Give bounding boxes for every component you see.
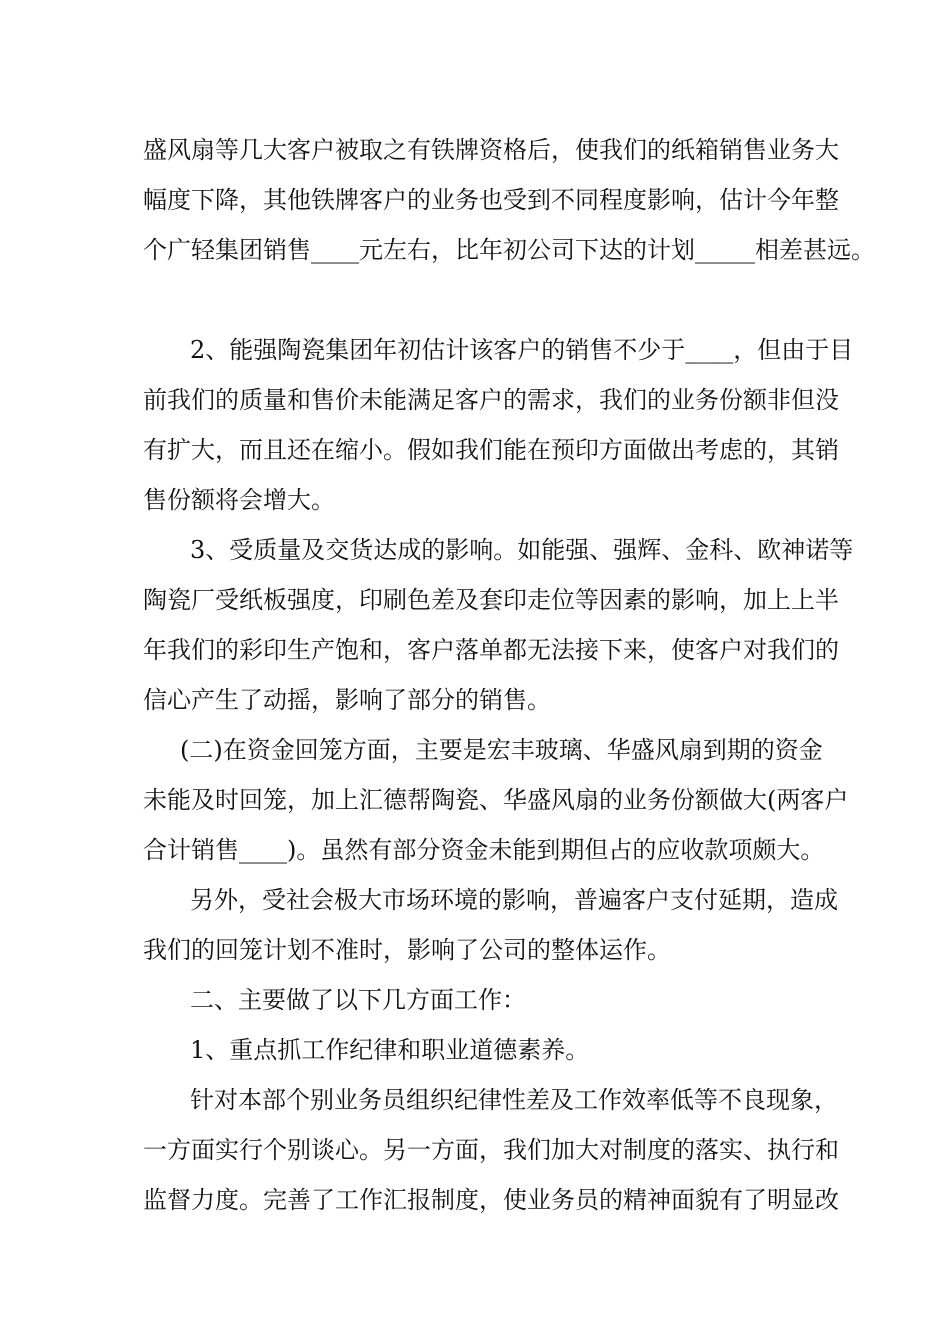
text-line: 未能及时回笼，加上汇德帮陶瓷、华盛风扇的业务份额做大(两客户 xyxy=(143,786,849,814)
text-line: 前我们的质量和售价未能满足客户的需求，我们的业务份额非但没 xyxy=(143,386,839,414)
subsection-heading: 1、重点抓工作纪律和职业道德素养。 xyxy=(190,1036,590,1064)
text-line: 我们的回笼计划不准时，影响了公司的整体运作。 xyxy=(143,936,671,964)
text-line: 针对本部个别业务员组织纪律性差及工作效率低等不良现象， xyxy=(190,1086,838,1114)
section-heading: 二、主要做了以下几方面工作： xyxy=(190,986,526,1014)
text-line: 3、受质量及交货达成的影响。如能强、强辉、金科、欧神诺等 xyxy=(190,536,854,564)
text-line: 合计销售____)。虽然有部分资金未能到期但占的应收款项颇大。 xyxy=(143,836,825,864)
text-line: 2、能强陶瓷集团年初估计该客户的销售不少于____，但由于目 xyxy=(190,336,854,364)
text-line: 有扩大，而且还在缩小。假如我们能在预印方面做出考虑的，其销 xyxy=(143,436,839,464)
text-line: (二)在资金回笼方面，主要是宏丰玻璃、华盛风扇到期的资金 xyxy=(180,736,823,764)
text-line: 信心产生了动摇，影响了部分的销售。 xyxy=(143,686,551,714)
text-line: 售份额将会增大。 xyxy=(143,486,335,514)
text-line: 个广轻集团销售____元左右，比年初公司下达的计划_____相差甚远。 xyxy=(143,236,875,264)
text-line: 另外，受社会极大市场环境的影响，普遍客户支付延期，造成 xyxy=(190,886,838,914)
text-line: 一方面实行个别谈心。另一方面，我们加大对制度的落实、执行和 xyxy=(143,1136,839,1164)
text-line: 陶瓷厂受纸板强度，印刷色差及套印走位等因素的影响，加上上半 xyxy=(143,586,839,614)
text-line: 盛风扇等几大客户被取之有铁牌资格后，使我们的纸箱销售业务大 xyxy=(143,136,839,164)
text-line: 幅度下降，其他铁牌客户的业务也受到不同程度影响，估计今年整 xyxy=(143,186,839,214)
text-line: 监督力度。完善了工作汇报制度，使业务员的精神面貌有了明显改 xyxy=(143,1186,839,1214)
text-line: 年我们的彩印生产饱和，客户落单都无法接下来，使客户对我们的 xyxy=(143,636,839,664)
